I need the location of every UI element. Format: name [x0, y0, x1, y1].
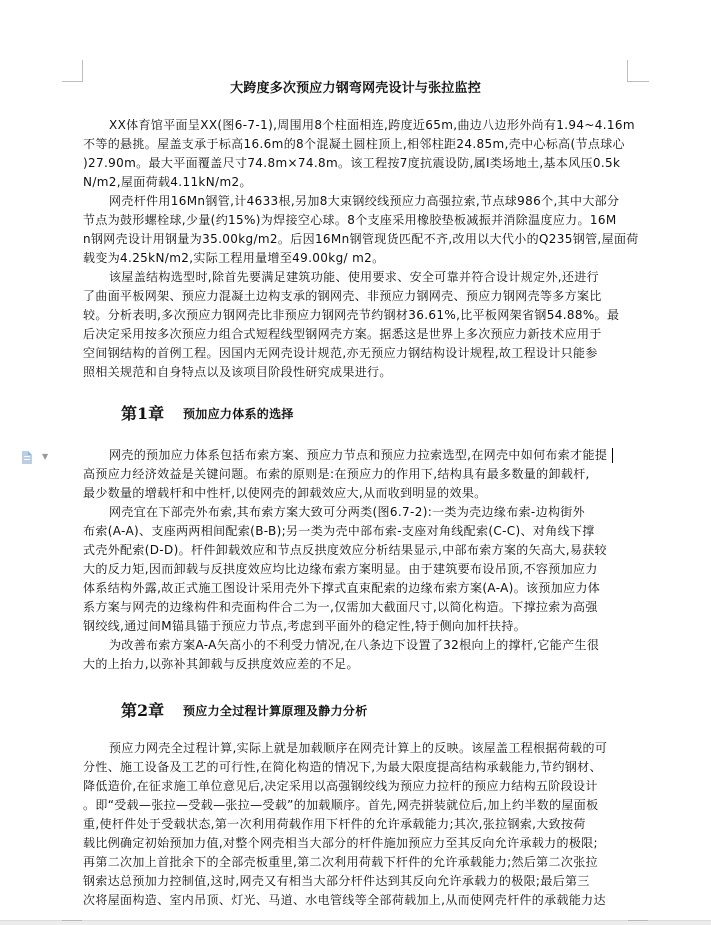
text-line: 预应力网壳全过程计算,实际上就是加载顺序在网壳计算上的反映。该屋盖工程根据荷载的可: [109, 741, 608, 755]
text-line: 高预应力经济效益是关键问题。布索的原则是:在预应力的作用下,结构具有最多数量的卸载杆,: [83, 467, 590, 481]
text-line: 重,使杆件处于受载状态,第一次利用荷载作用下杆件的允许承载能力;其次,张拉钢索,大致按荷: [83, 817, 586, 831]
text-line: 布索(A-A)、支座两两相间配索(B-B);另一类为壳中部布索-支座对角线配索(C-C)、对角线下撑: [83, 524, 595, 538]
text-line: 钢索达总预加力控制值,这时,网壳又有相当大部分杆件达到其反向允许承载力的极限;最后第三: [83, 874, 590, 888]
text-line: 降低造价,在征求施工单位意见后,决定采用以高强钢绞线为预应力拉杆的预应力结构五阶段设计: [83, 779, 598, 793]
chapter-1-number: 第1章: [121, 404, 165, 423]
chapter-2-title: 预应力全过程计算原理及静力分析: [183, 704, 368, 718]
text-line: )27.90m。最大平面覆盖尺寸74.8m×74.8m。该工程按7度抗震设防,属Ⅰ类场地土,基本风压0.5k: [83, 156, 621, 170]
text-line: n钢网壳设计用钢量为35.00kg/m2。后因16Mn钢管现货匹配不齐,改用以大代小的Q235钢管,屋面荷: [83, 232, 639, 246]
margin-corner-top-left: [62, 60, 83, 82]
text-line: 。即“受载—张拉—受载—张拉—受载”的加载顺序。首先,网壳拼装就位后,加上约半数的屋面板: [83, 798, 599, 812]
text-line: 系方案与网壳的边缘构件和壳面构件合二为一,仅需加大截面尺寸,以简化构造。下撑拉索为高强: [83, 600, 598, 614]
text-cursor: [612, 448, 613, 463]
text-line: 分性、施工设备及工艺的可行性,在简化构造的情况下,为最大限度提高结构承载能力,节约钢材、: [83, 760, 602, 774]
text-line: 最少数量的增载杆和中性杆,以使网壳的卸载效应大,从而收到明显的效果。: [83, 486, 487, 500]
chapter-2-number: 第2章: [121, 701, 165, 720]
text-line: 钢绞线,通过间M锚具锚于预应力节点,考虑到平面外的稳定性,特于侧向加杆扶持。: [83, 619, 527, 633]
document-title: 大跨度多次预应力钢弯网壳设计与张拉监控: [230, 81, 481, 96]
text-line: 较。分析表明,多次预应力钢网壳比非预应力钢网壳节约钢材36.61%,比平板网架省钢54.88%。最: [83, 308, 620, 322]
text-line: 节点为鼓形螺栓球,少量(约15%)为焊接空心球。8个支座采用橡胶垫板减振并消除温度应力。16M: [83, 213, 617, 227]
margin-mark-bottom-right: [628, 920, 648, 921]
text-line: 了曲面平板网架、预应力混凝土边构支承的钢网壳、非预应力钢网壳、预应力钢网壳等多方案比: [83, 289, 602, 303]
text-line: 该屋盖结构选型时,除首先要满足建筑功能、使用要求、安全可靠并符合设计规定外,还进行: [109, 270, 599, 284]
text-line: 次将屋面构造、室内吊顶、灯光、马道、水电管线等全部荷载加上,从而使网壳杆件的承载能力达: [83, 893, 606, 907]
chapter-1-title: 预加应力体系的选择: [183, 407, 294, 421]
text-line: 照相关规范和自身特点以及该项目阶段性研究成果进行。: [83, 365, 392, 379]
text-line: 式壳外配索(D-D)。杆件卸载效应和节点反拱度效应分析结果显示,中部布索方案的矢高大,易获较: [83, 543, 607, 557]
text-line: 空间钢结构的首例工程。因国内无网壳设计规范,亦无预应力钢结构设计规程,故工程设计只能参: [83, 346, 598, 360]
text-line: 大的上抬力,以弥补其卸载与反拱度效应差的不足。: [83, 657, 359, 671]
text-line: 网壳宜在下部壳外布索,其布索方案大致可分两类(图6.7-2):一类为壳边缘布索-边构街外: [109, 505, 586, 519]
text-line: 体系结构外露,故正式施工图设计采用壳外下撑式直束配索的边缘布索方案(A-A)。该预加应力体: [83, 581, 601, 595]
text-line: 不等的悬挑。屋盖支承于标高16.6m的8个混凝土圆柱顶上,相邻柱距24.85m,壳中心标高(节点球心: [83, 137, 625, 151]
text-line: XX体育馆平面呈XX(图6-7-1),周围用8个柱面相连,跨度近65m,曲边八边形外尚有1.94~4.16m: [109, 118, 635, 132]
text-line: 为改善布索方案A-A矢高小的不利受力情况,在八条边下设置了32根向上的撑杆,它能产生很: [109, 638, 600, 652]
text-line: 大的反力矩,因而卸载与反拱度效应均比边缘布索方案明显。由于建筑要布设吊顶,不容预加应力: [83, 562, 598, 576]
text-line: N/m2,屋面荷载4.11kN/m2。: [83, 175, 252, 189]
text-line: 载变为4.25kN/m2,实际工程用量增至49.00kg/ m2。: [83, 251, 385, 265]
margin-corner-top-right: [627, 60, 649, 82]
page-bottom-edge: [0, 920, 711, 925]
text-line: 网壳的预加应力体系包括布索方案、预应力节点和预应力拉索选型,在网壳中如何布索才能提: [109, 448, 608, 462]
margin-mark-bottom-left: [62, 920, 82, 921]
chevron-down-icon[interactable]: ▼: [42, 452, 49, 461]
text-line: 网壳杆件用16Mn钢管,计4633根,另加8大束钢绞线预应力高强拉索,节点球986个,其中大部分: [109, 194, 620, 208]
document-icon[interactable]: [22, 451, 32, 464]
text-line: 再第二次加上首批余下的全部壳板重里,第二次利用荷载下杆件的允许承载能力;然后第二次张拉: [83, 855, 598, 869]
text-line: 后决定采用按多次预应力组合式短程线型钢网壳方案。据悉这是世界上多次预应力新技术应用于: [83, 327, 602, 341]
text-line: 载比例确定初始预加力值,对整个网壳相当大部分的杆件施加预应力至其反向允许承载力的极限;: [83, 836, 598, 850]
